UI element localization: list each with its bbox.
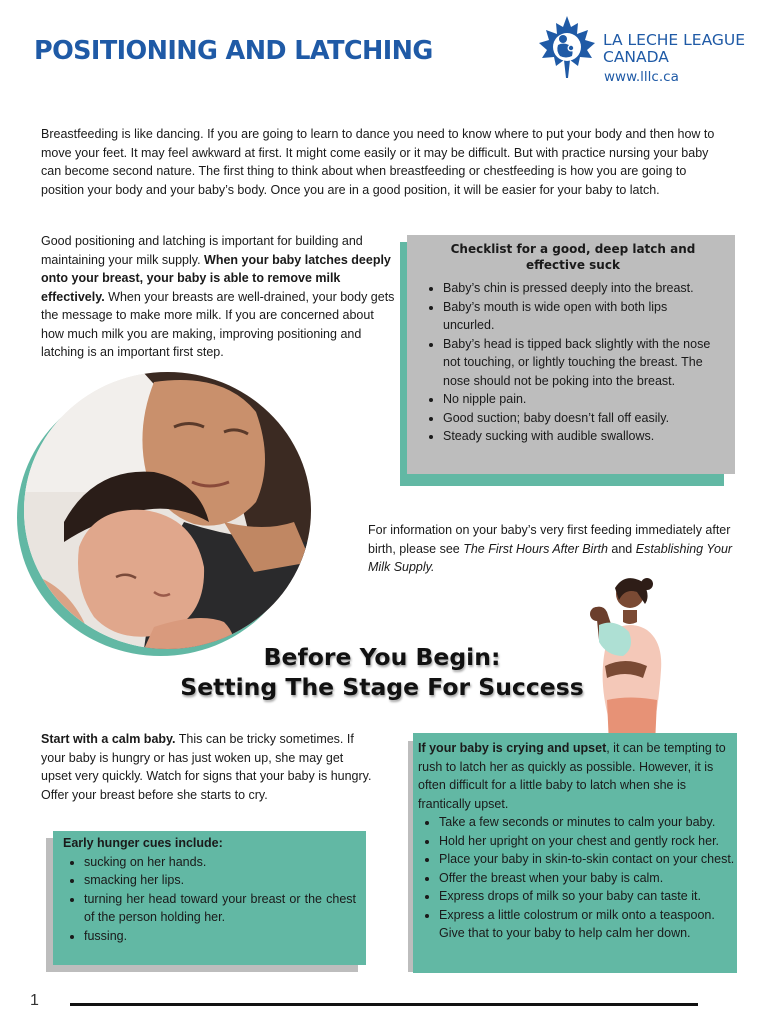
section-title: Before You Begin: Setting The Stage For Success bbox=[180, 643, 584, 701]
list-item: • Take a few seconds or minutes to calm your baby. bbox=[439, 813, 737, 832]
footer-divider bbox=[70, 1003, 698, 1006]
checklist-list bbox=[425, 279, 721, 446]
first-feeding-info: For information on your baby’s very first feeding immediately after birth, please see The First Hours After Birth and Establishing Your Milk Supply. bbox=[368, 523, 733, 574]
list-item: • Place your baby in skin-to-skin contact on your chest. bbox=[439, 850, 737, 869]
calm-baby-paragraph: Start with a calm baby. This can be tricky sometimes. If your baby is hungry or has just woken up, she may get upset very quickly. Watch for signs that your baby is hungry. Offer your breast before she starts to cry. bbox=[41, 732, 372, 802]
logo-line-2: CANADA bbox=[603, 48, 669, 66]
list-item: • Good suction; baby doesn’t fall off easily. bbox=[443, 409, 721, 428]
page-number: 1 bbox=[30, 992, 39, 1009]
crying-intro: If your baby is crying and upset, it can be tempting to rush to latch her as quickly as possible. However, it is often difficult for a little baby to latch when she is frantically upset. bbox=[418, 741, 726, 811]
mother-holding-newborn-photo bbox=[24, 372, 311, 649]
crying-tips-list bbox=[418, 813, 737, 943]
hunger-cues-box bbox=[53, 831, 366, 965]
hunger-cues-list bbox=[63, 853, 356, 946]
positioning-paragraph: Good positioning and latching is important for building and maintaining your milk supply. When your baby latches deeply onto your breast, your baby is able to remove milk effectively. When your breasts are well-drained, your body gets the message to make more milk. If you are concerned about how much milk you are making, improving positioning and latching is an important first step. bbox=[41, 234, 395, 359]
list-item: • Steady sucking with audible swallows. bbox=[443, 427, 721, 446]
crying-emphasis: If your baby is crying and upset bbox=[418, 741, 607, 755]
list-item: • smacking her lips. bbox=[84, 871, 356, 890]
list-item: • Offer the breast when your baby is calm. bbox=[439, 869, 737, 888]
positioning-emphasis: When your baby latches deeply onto your breast, your baby is able to remove milk effectively. bbox=[41, 252, 391, 304]
list-item: • Baby’s chin is pressed deeply into the breast. bbox=[443, 279, 721, 298]
logo-line-1: LA LECHE LEAGUE bbox=[603, 31, 746, 49]
checklist-title: Checklist for a good, deep latch and effective suck bbox=[450, 242, 696, 272]
list-item: • No nipple pain. bbox=[443, 390, 721, 409]
lllc-logo[interactable] bbox=[536, 14, 766, 90]
intro-paragraph: Breastfeeding is like dancing. If you are going to learn to dance you need to know where to put your body and then how to move your feet. It may feel awkward at first. It might come easily or it may be difficult. But with practice nursing your baby can become second nature. The first thing to think about when breastfeeding or chestfeeding is how you are going to position your body and your baby’s body. Once you are in a good position, it will be easier for your baby to latch. bbox=[41, 127, 715, 197]
latch-checklist bbox=[407, 235, 735, 474]
list-item: • Baby’s mouth is wide open with both lips uncurled. bbox=[443, 298, 721, 335]
list-item: • sucking on her hands. bbox=[84, 853, 356, 872]
crying-baby-box bbox=[413, 733, 737, 973]
list-item: • turning her head toward your breast or the chest of the person holding her. bbox=[84, 890, 356, 927]
hunger-cues-heading: Early hunger cues include: bbox=[63, 836, 223, 850]
milk-supply-reference: Establishing Your Milk Supply. bbox=[368, 541, 733, 574]
list-item: • Baby’s head is tipped back slightly with the nose not touching, or lightly touching the breast. The nose should not be poking into the breast. bbox=[443, 335, 721, 391]
list-item: • Hold her upright on your chest and gently rock her. bbox=[439, 832, 737, 851]
list-item: • fussing. bbox=[84, 927, 356, 946]
maple-leaf-logo-icon bbox=[536, 14, 598, 80]
calm-baby-emphasis: Start with a calm baby. bbox=[41, 732, 176, 746]
list-item: • Express a little colostrum or milk onto a teaspoon. Give that to your baby to help calm her down. bbox=[439, 906, 737, 943]
first-hours-reference: The First Hours After Birth bbox=[463, 541, 608, 556]
list-item: • Express drops of milk so your baby can taste it. bbox=[439, 887, 737, 906]
page-title: POSITIONING AND LATCHING bbox=[34, 36, 433, 66]
photo-illustration bbox=[24, 372, 311, 649]
website-link[interactable]: www.lllc.ca bbox=[604, 69, 679, 85]
